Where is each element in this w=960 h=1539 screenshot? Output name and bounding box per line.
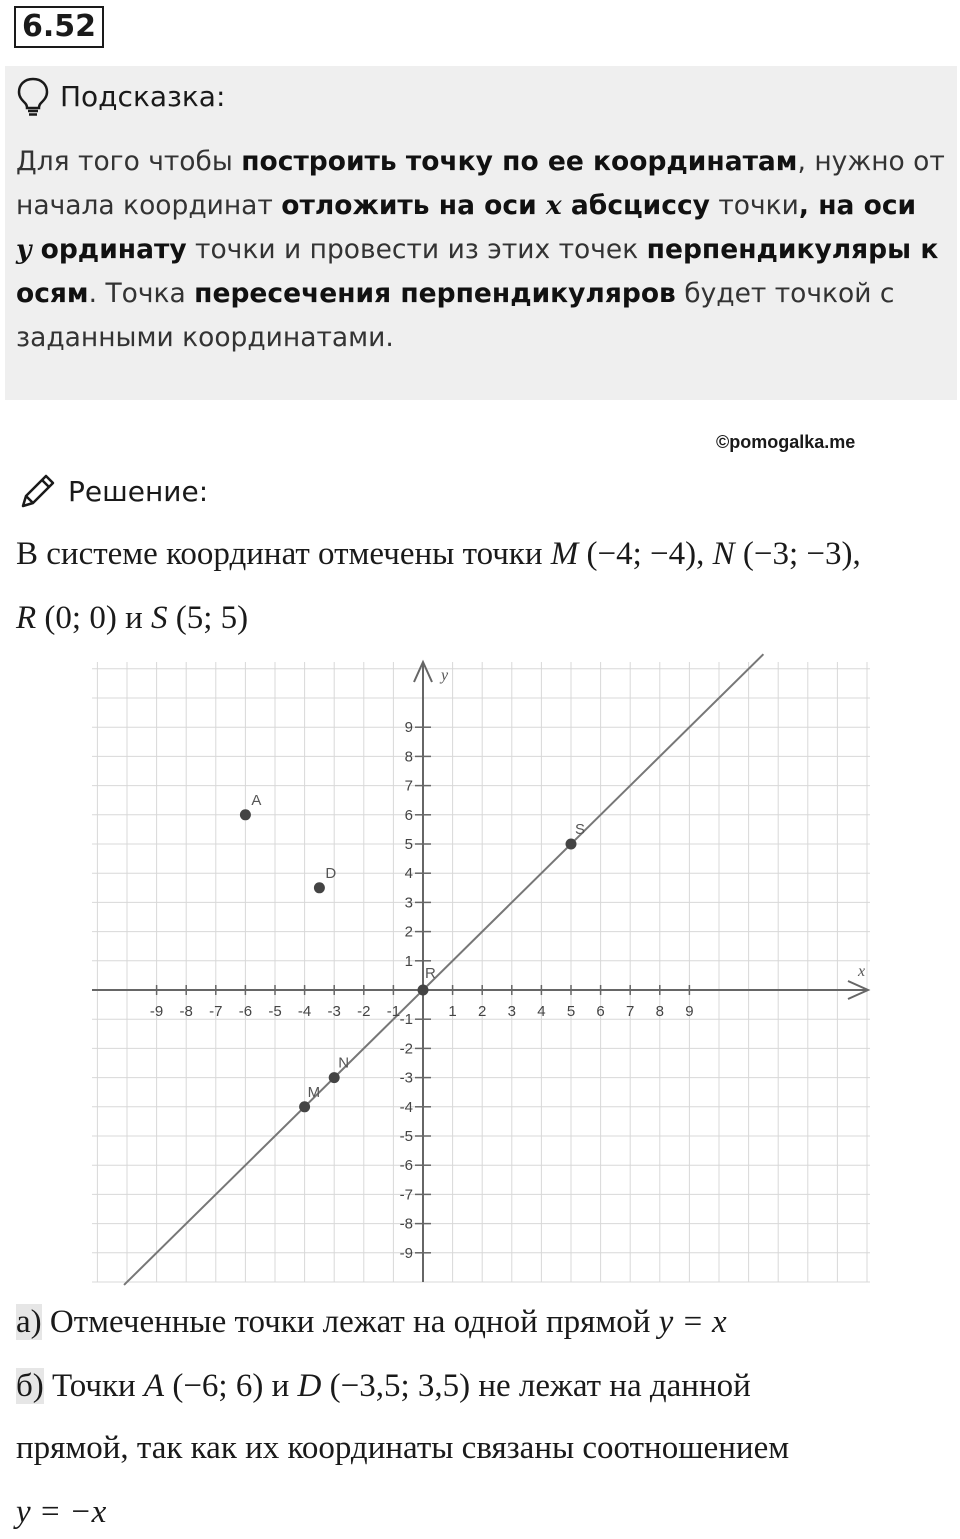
hint-text-bold: ординату (31, 234, 187, 265)
answer-b-equation (16, 1494, 106, 1531)
y-tick-label: 3 (404, 894, 413, 912)
hint-var-x: x (545, 190, 562, 221)
y-tick-label: -2 (399, 1040, 413, 1058)
text: В системе координат отмечены точки (16, 536, 551, 572)
x-tick-label: 9 (685, 1003, 694, 1020)
hint-text (16, 140, 952, 360)
hint-title: Подсказка: (60, 79, 226, 113)
text: (−6; 6) и (164, 1368, 298, 1404)
lightbulb-icon (16, 76, 50, 116)
point-name: D (297, 1368, 322, 1404)
text: (−4; −4), (578, 536, 713, 572)
hint-text-part: точки (709, 190, 799, 221)
x-tick-label: 5 (566, 1003, 576, 1020)
x-tick-label: -7 (209, 1003, 223, 1020)
hint-header (16, 74, 225, 118)
y-tick-label: -5 (399, 1128, 413, 1145)
hint-text-part: будет точкой с заданными координатами. (16, 278, 895, 353)
y-tick-label: 1 (404, 952, 413, 970)
answer-b-line-2: прямой, так как их координаты связаны соотношением (16, 1430, 790, 1466)
hint-text-bold: перпендикуляры к осям (16, 234, 939, 309)
point-label-S: S (575, 821, 586, 838)
text: (−3,5; 3,5) не лежат на данной (321, 1368, 751, 1404)
y-tick-label: 2 (404, 923, 413, 941)
hint-text-part: , нужно от начала координат (16, 146, 945, 221)
y-tick-label: -3 (399, 1069, 413, 1087)
x-tick-label: 2 (478, 1003, 487, 1020)
answer-a (16, 1304, 727, 1341)
y-tick-label: 9 (404, 719, 413, 737)
point-name: R (16, 600, 37, 636)
solution-line-2 (16, 600, 248, 637)
point-M (299, 1101, 310, 1112)
point-D (314, 882, 325, 893)
x-tick-label: -5 (268, 1003, 282, 1020)
y-tick-label: -1 (399, 1011, 413, 1029)
x-axis-label: x (858, 963, 866, 980)
point-name: M (550, 536, 579, 572)
copyright: ©pomogalka.me (716, 432, 856, 452)
x-tick-label: -9 (149, 1003, 164, 1020)
answer-a-label: а) (16, 1304, 42, 1340)
point-label-D: D (325, 864, 337, 882)
x-tick-label: 1 (448, 1003, 457, 1020)
hint-text-bold: , на оси (798, 190, 917, 221)
y-tick-label: 8 (404, 748, 413, 766)
solution-title: Решение: (68, 474, 209, 508)
y-tick-label: -9 (399, 1244, 413, 1262)
solution-header (18, 466, 208, 516)
point-S (566, 839, 577, 850)
hint-text-bold: построить точку по ее координатам (241, 146, 798, 177)
point-label-A: A (251, 791, 262, 809)
answer-b-label: б) (16, 1368, 44, 1404)
equation: y = x (658, 1304, 727, 1340)
solution-line-1 (16, 536, 861, 573)
hint-var-y: y (16, 234, 32, 265)
hint-text-part: . Точка (88, 278, 195, 309)
line-y-equals-x (124, 654, 763, 1285)
y-tick-label: 5 (404, 836, 413, 853)
x-tick-label: 3 (507, 1003, 516, 1020)
pencil-icon (18, 471, 58, 511)
y-tick-label: -8 (399, 1215, 413, 1233)
text: (−3; −3), (734, 536, 861, 572)
answer-b (16, 1368, 751, 1405)
equation: y = −x (16, 1494, 107, 1530)
y-tick-label: 4 (404, 865, 413, 883)
x-tick-label: -2 (357, 1003, 371, 1020)
hint-text-part: точки и провести из этих точек (186, 234, 647, 265)
point-name: N (712, 536, 735, 572)
point-N (329, 1072, 340, 1083)
point-name: S (150, 600, 168, 636)
y-axis-label: y (441, 667, 449, 684)
x-tick-label: 4 (537, 1003, 546, 1020)
x-tick-label: -4 (297, 1003, 312, 1020)
hint-text-part: Для того чтобы (16, 146, 242, 177)
point-label-N: N (338, 1054, 350, 1072)
x-tick-label: -1 (386, 1003, 401, 1020)
x-tick-label: -3 (327, 1003, 341, 1020)
y-tick-label: -6 (399, 1157, 413, 1175)
point-name: A (143, 1368, 165, 1404)
hint-text-bold: отложить на оси (281, 190, 546, 221)
y-tick-label: 7 (404, 777, 413, 795)
y-tick-label: -7 (399, 1186, 413, 1204)
point-R (418, 985, 429, 996)
x-tick-label: 7 (626, 1003, 635, 1020)
point-label-M: M (307, 1083, 321, 1101)
hint-text-bold: абсциссу (561, 190, 710, 221)
x-tick-label: -8 (179, 1003, 193, 1020)
point-label-R: R (425, 965, 436, 982)
y-tick-label: -4 (399, 1098, 413, 1116)
x-tick-label: -6 (238, 1003, 253, 1020)
hint-text-bold: пересечения перпендикуляров (194, 278, 676, 309)
x-tick-label: 8 (655, 1003, 664, 1020)
text: Точки (43, 1368, 144, 1404)
coordinate-graph (0, 650, 960, 1290)
task-number: 6.52 (14, 6, 104, 48)
x-tick-label: 6 (596, 1003, 605, 1020)
text: (0; 0) и (36, 600, 151, 636)
point-A (240, 809, 251, 820)
y-tick-label: 6 (404, 806, 413, 824)
text: (5; 5) (167, 600, 249, 636)
text: Отмеченные точки лежат на одной прямой (41, 1304, 659, 1340)
